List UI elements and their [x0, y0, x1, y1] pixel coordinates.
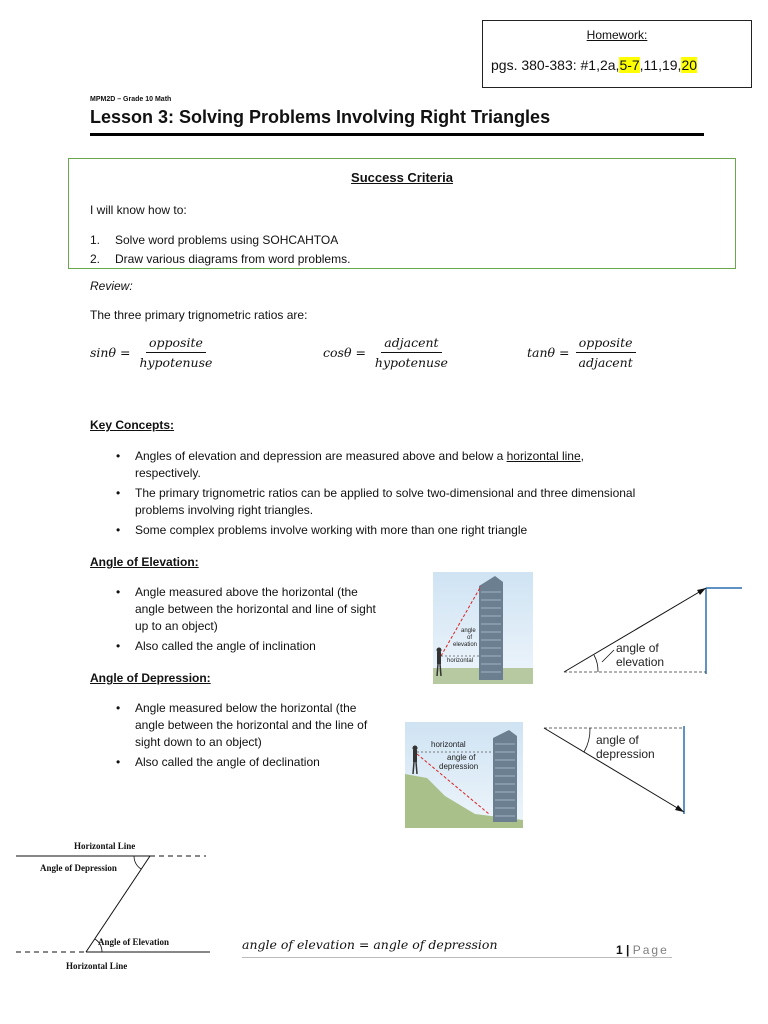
elevation-photo — [433, 572, 533, 684]
angle-of-depression-label: Angle of Depression — [40, 863, 117, 873]
cosine-ratio: cosθ = $\frac{\text{adjacent}}{\text{hypotenuse}}$ — [323, 335, 448, 370]
angle-of-elevation-label: Angle of Elevation — [98, 937, 169, 947]
depression-item: • Angle measured below the horizontal (the angle between the horizontal and the line of sight down to an object) — [90, 700, 420, 751]
review-label: Review: — [90, 279, 133, 293]
footer-equation: angle of elevation = angle of depression — [242, 937, 498, 952]
sine-ratio: sinθ = $\frac{\text{opposite}}{\text{hypotenuse}}$ — [90, 335, 213, 370]
elevation-diagram-label: angle of — [616, 641, 659, 655]
depression-photo-label: depression — [439, 762, 479, 771]
depression-list — [90, 700, 420, 771]
success-criteria-item: 2. Draw various diagrams from word problems. — [90, 252, 351, 266]
alternate-angles-diagram — [14, 836, 214, 976]
lesson-title: Lesson 3: Solving Problems Involving Right Triangles — [90, 107, 551, 127]
footer-rule — [242, 957, 672, 958]
course-code: MPM2D – Grade 10 Math — [90, 96, 172, 103]
homework-highlight-1: 5-7 — [619, 57, 640, 73]
key-concept-item: • Angles of elevation and depression are measured above and below a horizontal line, respectively. — [90, 448, 710, 482]
homework-box — [482, 20, 752, 88]
homework-middle: ,11,19, — [639, 57, 682, 73]
depression-diagram-label: angle of — [596, 733, 639, 747]
depression-photo-label: angle of — [447, 753, 476, 762]
key-concepts-list — [90, 448, 710, 539]
homework-highlight-2: 20 — [681, 57, 698, 73]
success-criteria-list — [90, 231, 350, 269]
elevation-photo-label: elevation — [453, 642, 478, 648]
tangent-ratio: tanθ = $\frac{\text{opposite}}{\text{adjacent}}$ — [527, 335, 636, 370]
homework-assignment — [491, 57, 697, 73]
elevation-item: • Also called the angle of inclination — [90, 638, 420, 655]
depression-title: Angle of Depression: — [90, 671, 211, 685]
depression-diagram — [540, 724, 690, 816]
depression-diagram-label: depression — [596, 747, 655, 761]
elevation-photo-label: of — [467, 635, 473, 641]
homework-prefix: pgs. 380-383: #1,2a, — [491, 57, 620, 73]
elevation-diagram-label: elevation — [616, 655, 665, 669]
page-number: 1 | Page — [616, 943, 669, 957]
depression-item: • Also called the angle of declination — [90, 754, 420, 771]
success-criteria-intro: I will know how to: — [90, 203, 187, 217]
key-concept-item: • Some complex problems involve working with more than one right triangle — [90, 522, 710, 539]
title-rule — [90, 133, 704, 136]
success-criteria-box — [68, 158, 736, 269]
elevation-photo-label: angle — [461, 628, 476, 634]
key-concept-item: • The primary trignometric ratios can be applied to solve two-dimensional and three dimensional problems involving right triangles. — [90, 485, 710, 519]
depression-photo-label: horizontal — [431, 740, 466, 749]
depression-photo — [405, 722, 523, 828]
success-criteria-title: Success Criteria — [351, 170, 453, 185]
review-intro: The three primary trignometric ratios are: — [90, 308, 308, 322]
top-horizontal-line-label: Horizontal Line — [74, 841, 136, 851]
elevation-item: • Angle measured above the horizontal (the angle between the horizontal and line of sight up to an object) — [90, 584, 420, 635]
elevation-diagram — [556, 584, 746, 680]
success-criteria-item: 1. Solve word problems using SOHCAHTOA — [90, 233, 339, 247]
key-concepts-title: Key Concepts: — [90, 418, 175, 432]
elevation-title: Angle of Elevation: — [90, 555, 199, 569]
elevation-list — [90, 584, 420, 655]
homework-title: Homework: — [586, 28, 648, 42]
bottom-horizontal-line-label: Horizontal Line — [66, 961, 128, 971]
elevation-photo-label: horizontal — [447, 658, 474, 664]
